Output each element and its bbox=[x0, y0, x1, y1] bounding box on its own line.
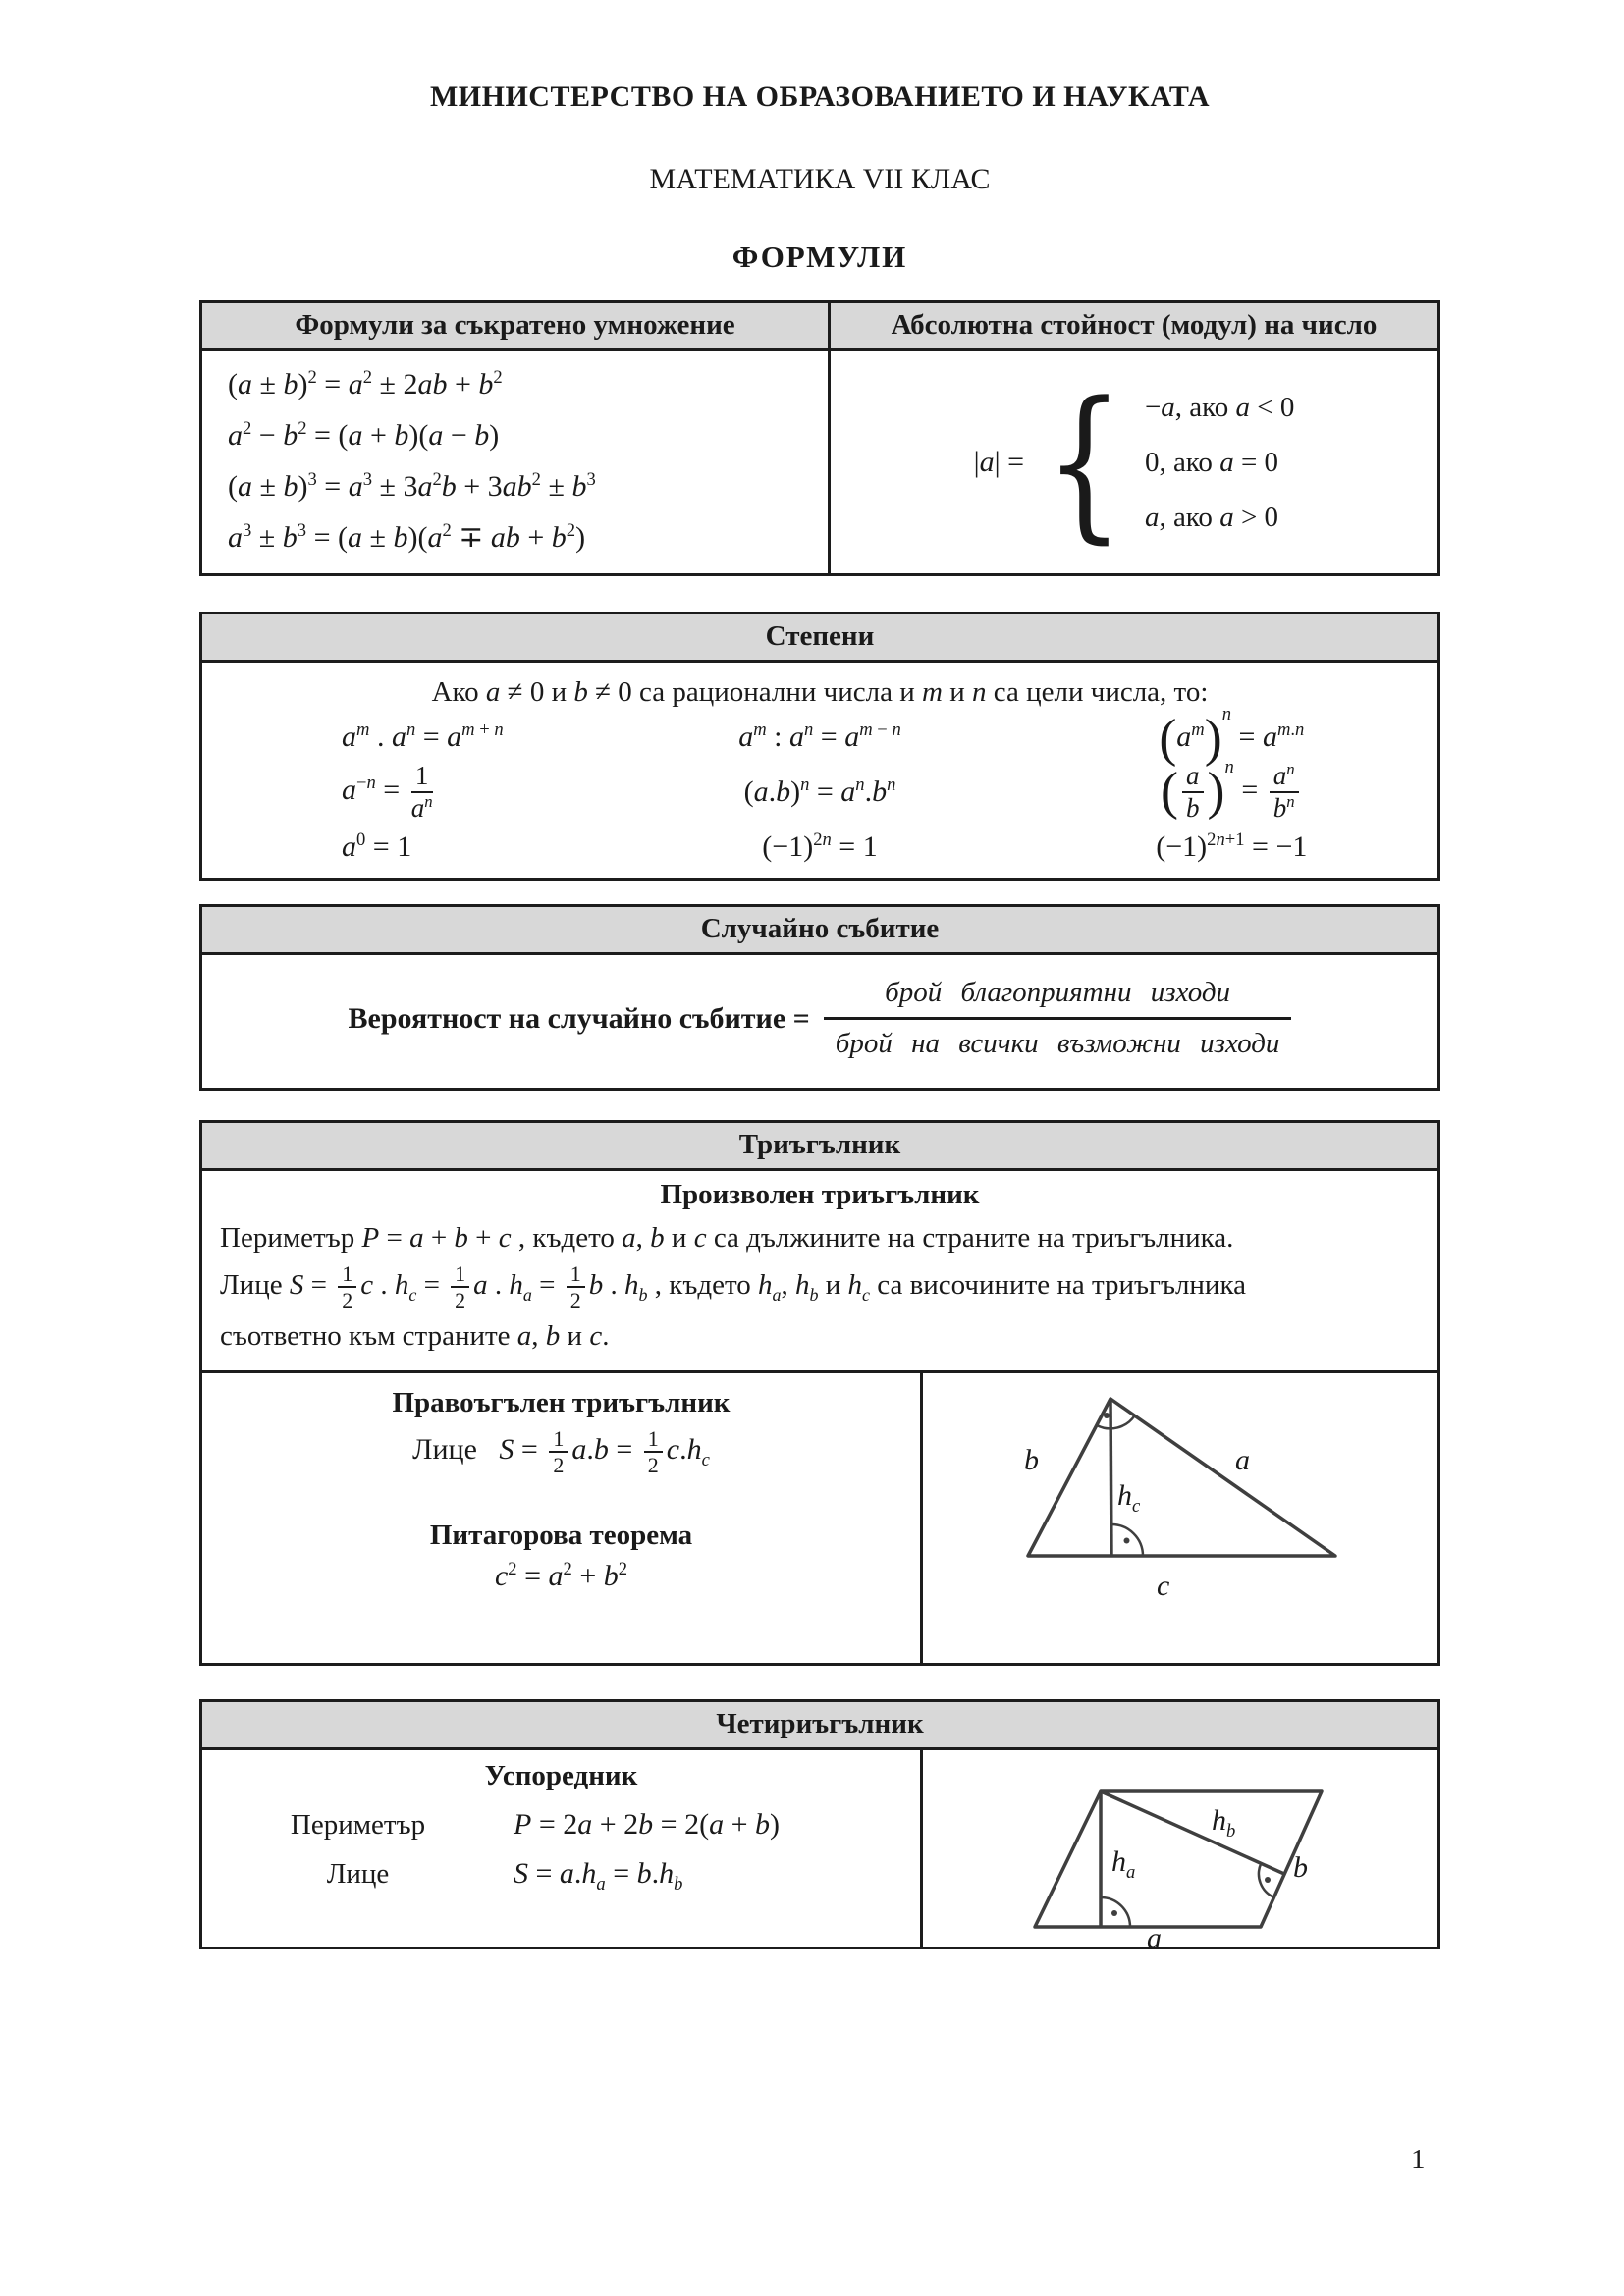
parallelogram-height-ha-label: $h_a$ bbox=[1111, 1845, 1136, 1884]
formula-power-of-quotient: ( $\frac{a}{b}$ )$^n$ = $\frac{a^n}{b^n}$ bbox=[1161, 762, 1303, 823]
right-triangle-section bbox=[202, 1373, 923, 1663]
powers-body bbox=[202, 663, 1437, 878]
abs-case-negative: −a, ако a < 0 bbox=[1144, 392, 1295, 423]
table-powers bbox=[199, 612, 1440, 881]
formula-cube-of-binomial: $(a \pm b)^3 = a^3 \pm 3a^2b + 3ab^2 \pm b^3$ bbox=[228, 469, 596, 503]
triangle-perimeter-line: Периметър P = a + b + c , където a, b и c са дължините на страните на триъгълника. bbox=[220, 1222, 1234, 1254]
abs-case-positive: a, ако a > 0 bbox=[1144, 502, 1279, 533]
parallelogram-perimeter-formula: P = 2a + 2b = 2(a + b) bbox=[514, 1808, 781, 1842]
header-powers: Степени bbox=[202, 614, 1437, 663]
parallelogram-perimeter-label: Периметър bbox=[290, 1808, 426, 1841]
page-number: 1 bbox=[1411, 2144, 1426, 2175]
powers-intro: Ако a ≠ 0 и b ≠ 0 са рационални числа и m и n са цели числа, то: bbox=[431, 676, 1209, 708]
parallelogram-figure-cell bbox=[923, 1750, 1437, 1955]
table-triangle bbox=[199, 1120, 1440, 1666]
formula-difference-of-squares: $a^2 - b^2 = (a + b)(a - b)$ bbox=[228, 418, 500, 452]
header-quadrilateral: Четириъгълник bbox=[202, 1702, 1437, 1750]
formula-minus-one-odd: $(-1)^{2n+1} = -1$ bbox=[1156, 829, 1308, 863]
triangle-area-line: Лице S = $\frac{1}{2}$ c . $h_c$ = $\frac{1}{2}$ a . $h_a$ = $\frac{1}{2}$ b . $h_b$ , където $h_a$, $h_b$ и $h_c$ са височините на триъгълника bbox=[220, 1261, 1246, 1313]
parallelogram-side-a-label: a bbox=[1147, 1922, 1162, 1955]
formula-power-of-product: $(a.b)^n = a^n.b^n$ bbox=[743, 774, 896, 808]
parallelogram-area-row bbox=[202, 1857, 920, 1896]
probability-numerator: брой благоприятни изходи bbox=[824, 977, 1292, 1020]
shortened-multiplication-formulas bbox=[202, 351, 831, 573]
right-triangle-row bbox=[202, 1373, 1437, 1663]
triangle-side-a-label: a bbox=[1235, 1444, 1250, 1477]
random-event-body bbox=[202, 955, 1437, 1088]
powers-grid bbox=[202, 704, 1437, 864]
formula-sum-of-cubes: $a^3 \pm b^3 = (a \pm b)(a^2$ ∓ ab + $b^2$) bbox=[228, 520, 586, 554]
formula-zero-exponent: $a^0 = 1$ bbox=[342, 829, 412, 863]
parallelogram-perimeter-row bbox=[202, 1808, 920, 1842]
arbitrary-triangle-section bbox=[202, 1171, 1437, 1373]
header-absolute-value: Абсолютна стойност (модул) на число bbox=[831, 303, 1437, 351]
triangle-side-b-label: b bbox=[1024, 1444, 1039, 1477]
abs-value-cases bbox=[1145, 380, 1294, 545]
parallelogram-row bbox=[202, 1750, 1437, 1955]
triangle-figure bbox=[923, 1373, 1437, 1663]
formula-square-of-binomial: $(a \pm b)^2 = a^2 \pm 2ab + b^2$ bbox=[228, 367, 503, 400]
probability-denominator: брой на всички възможни изходи bbox=[835, 1028, 1280, 1059]
formula-quotient-of-powers: $a^m$ : $a^n = a^{m - n}$ bbox=[738, 720, 901, 753]
triangle-side-c-label: c bbox=[1157, 1570, 1170, 1603]
parallelogram-area-label: Лице bbox=[326, 1857, 390, 1890]
cases-brace: { bbox=[1045, 366, 1124, 559]
parallelogram-area-formula: $S = a.h_a = b.h_b$ bbox=[514, 1857, 683, 1896]
triangle-figure-cell bbox=[923, 1373, 1437, 1663]
right-triangle-title: Правоъгълен триъгълник bbox=[392, 1387, 731, 1419]
parallelogram-title: Успоредник bbox=[484, 1760, 638, 1792]
triangle-drawing bbox=[923, 1373, 1437, 1663]
parallelogram-side-b-label: b bbox=[1293, 1851, 1308, 1885]
right-triangle-area-formula: Лице S = $\frac{1}{2}$ a.b = $\frac{1}{2}$ $c.h_c$ bbox=[412, 1426, 710, 1478]
parallelogram-figure bbox=[923, 1750, 1437, 1955]
table-random-event bbox=[199, 904, 1440, 1091]
parallelogram-height-hb-label: $h_b$ bbox=[1212, 1804, 1236, 1842]
pythagoras-formula: $c^2 = a^2 + b^2$ bbox=[494, 1559, 628, 1593]
abs-value-lead: |a| = bbox=[973, 446, 1025, 478]
header-shortened-multiplication: Формули за съкратено умножение bbox=[202, 303, 831, 351]
header-triangle: Триъгълник bbox=[202, 1123, 1437, 1171]
formula-minus-one-even: $(-1)^{2n} = 1$ bbox=[762, 829, 878, 863]
formula-power-of-power: $(a^m)^n = a^{m.n}$ bbox=[1159, 704, 1305, 768]
pythagoras-title: Питагорова теорема bbox=[429, 1520, 693, 1552]
table1-body-row bbox=[202, 351, 1437, 573]
document-content bbox=[199, 0, 1440, 1955]
parallelogram-drawing bbox=[923, 1750, 1437, 1947]
probability-fraction bbox=[824, 977, 1292, 1060]
formula-product-of-powers: $a^m$ . $a^n = a^{m + n}$ bbox=[342, 720, 504, 753]
arbitrary-triangle-title: Произволен триъгълник bbox=[660, 1179, 980, 1210]
triangle-area-line-2: съответно към страните a, b и c. bbox=[220, 1320, 610, 1353]
triangle-height-hc-label: $h_c$ bbox=[1117, 1479, 1141, 1518]
absolute-value-definition bbox=[831, 351, 1437, 573]
ministry-title: МИНИСТЕРСТВО НА ОБРАЗОВАНИЕТО И НАУКАТА bbox=[429, 80, 1211, 113]
subject-title: МАТЕМАТИКА VII КЛАС bbox=[649, 163, 991, 195]
header-random-event: Случайно събитие bbox=[202, 907, 1437, 955]
table-quadrilateral bbox=[199, 1699, 1440, 1955]
table-abbreviated-multiplication bbox=[199, 300, 1440, 576]
probability-label: Вероятност на случайно събитие = bbox=[348, 1001, 810, 1035]
abs-case-zero: 0, ако a = 0 bbox=[1144, 447, 1279, 478]
document-title: ФОРМУЛИ bbox=[731, 240, 908, 274]
table1-header-row bbox=[202, 303, 1437, 351]
parallelogram-section bbox=[202, 1750, 923, 1947]
formula-negative-exponent: $a^{-n}$ = $\frac{1}{a^n}$ bbox=[342, 761, 433, 823]
